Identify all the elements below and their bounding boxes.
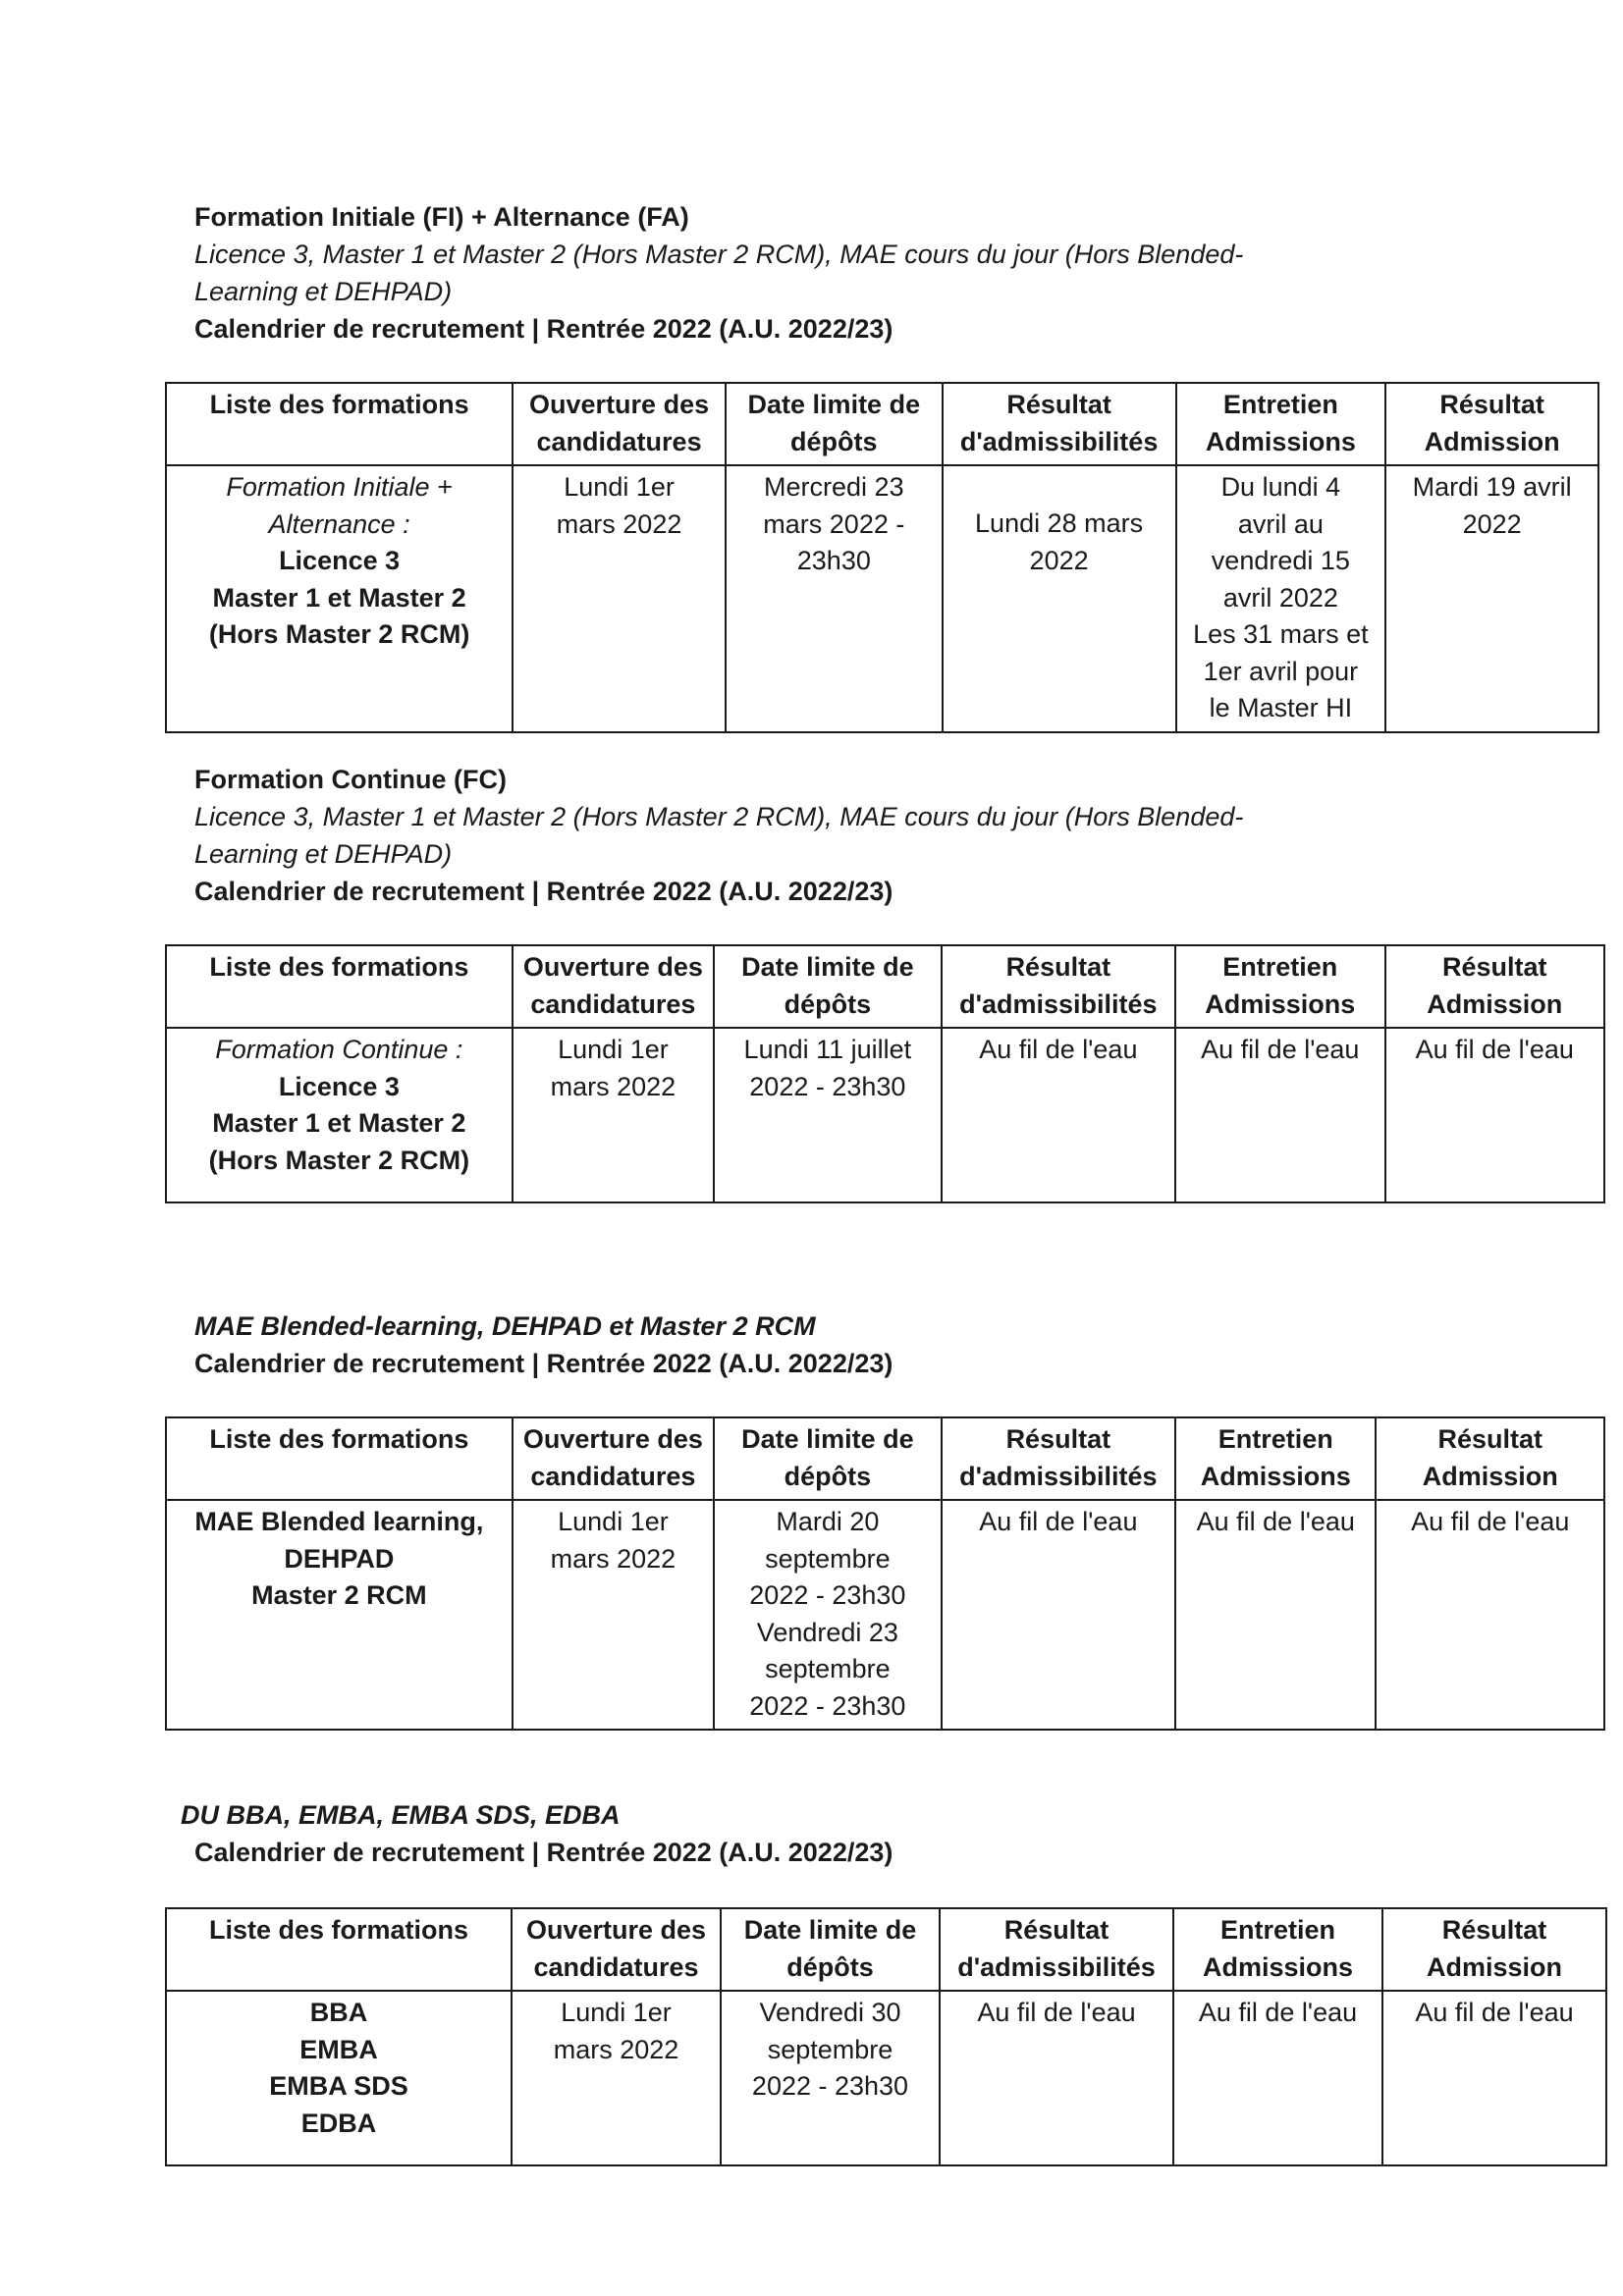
date-limite-line: septembre <box>765 1654 891 1683</box>
date-limite-line: Mardi 20 <box>776 1507 880 1536</box>
section-title: MAE Blended-learning, DEHPAD et Master 2 RCM <box>194 1311 816 1341</box>
admissibilites-line: Au fil de l'eau <box>979 1035 1138 1064</box>
entretien-line: Du lundi 4 <box>1220 472 1341 502</box>
cell-resultat <box>1382 1991 1606 2165</box>
cell-resultat <box>1385 465 1598 732</box>
section-subtitle-line: Licence 3, Master 1 et Master 2 (Hors Master 2 RCM), MAE cours du jour (Hors Blended- <box>194 802 1244 831</box>
table-header-row <box>166 383 1598 465</box>
resultat-line: Mardi 19 avril <box>1412 472 1572 502</box>
cell-entretien <box>1175 1028 1384 1202</box>
ouverture-line: Lundi 1er <box>558 1035 669 1064</box>
cell-formations <box>166 1500 513 1730</box>
header-date-limite: Date limite de dépôts <box>714 1417 941 1500</box>
recruitment-table-fc <box>165 944 1605 1203</box>
admissibilites-line: 2022 <box>1029 545 1089 575</box>
cell-ouverture <box>513 1500 714 1730</box>
cell-date-limite <box>726 465 943 732</box>
cell-admissibilites <box>942 1028 1175 1202</box>
cell-admissibilites <box>943 465 1176 732</box>
header-resultat: Résultat Admission <box>1382 1908 1606 1991</box>
table-row <box>166 465 1598 732</box>
section-title: Formation Continue (FC) <box>194 765 507 794</box>
header-resultat: Résultat Admission <box>1385 383 1598 465</box>
cell-formations <box>166 465 513 732</box>
date-limite-line: 2022 - 23h30 <box>749 1071 906 1101</box>
resultat-line: Au fil de l'eau <box>1415 1035 1574 1064</box>
formation-line: Master 1 et Master 2 <box>212 582 466 613</box>
header-formations: Liste des formations <box>166 945 513 1028</box>
header-resultat: Résultat Admission <box>1376 1417 1604 1500</box>
cell-admissibilites <box>942 1500 1175 1730</box>
ouverture-line: mars 2022 <box>556 508 682 539</box>
recruitment-table-fi-fa <box>165 382 1599 733</box>
section-du-heading <box>181 1796 893 1871</box>
table-row <box>166 1028 1604 1202</box>
section-title: DU BBA, EMBA, EMBA SDS, EDBA <box>181 1800 621 1830</box>
header-date-limite: Date limite de dépôts <box>721 1908 940 1991</box>
table-row <box>166 1991 1606 2165</box>
section-fc-heading <box>194 761 1243 910</box>
entretien-line: le Master HI <box>1209 693 1353 722</box>
entretien-line: avril au <box>1237 508 1324 539</box>
entretien-line: vendredi 15 <box>1211 546 1350 575</box>
admissibilites-line: Lundi 28 mars <box>975 508 1144 538</box>
section-fi-fa-heading <box>194 198 1243 347</box>
formation-line: EDBA <box>300 2108 377 2138</box>
formation-line: EMBA SDS <box>269 2071 408 2101</box>
formation-line: Master 1 et Master 2 <box>212 1108 466 1138</box>
cell-date-limite <box>721 1991 940 2165</box>
recruitment-table-mae <box>165 1416 1605 1731</box>
calendar-caption: Calendrier de recrutement | Rentrée 2022 (A.U. 2022/23) <box>194 1838 893 1867</box>
date-limite-line: 2022 - 23h30 <box>749 1580 906 1610</box>
header-formations: Liste des formations <box>166 383 513 465</box>
date-limite-line: Mercredi 23 <box>764 472 904 502</box>
cell-formations <box>166 1028 513 1202</box>
cell-admissibilites <box>940 1991 1173 2165</box>
header-ouverture: Ouverture des candidatures <box>513 945 714 1028</box>
entretien-line: 1er avril pour <box>1203 656 1359 686</box>
formation-line: BBA <box>309 1998 368 2027</box>
cell-entretien <box>1176 465 1386 732</box>
table-header-row <box>166 945 1604 1028</box>
header-ouverture: Ouverture des candidatures <box>512 1908 721 1991</box>
date-limite-line: 23h30 <box>796 546 871 575</box>
header-entretien: Entretien Admissions <box>1175 1417 1376 1500</box>
header-date-limite: Date limite de dépôts <box>714 945 941 1028</box>
date-limite-line: 2022 - 23h30 <box>751 2071 909 2101</box>
admissibilites-line: Au fil de l'eau <box>979 1507 1138 1536</box>
header-admissibilites: Résultat d'admissibilités <box>943 383 1176 465</box>
cell-ouverture <box>513 1028 714 1202</box>
header-admissibilites: Résultat d'admissibilités <box>942 945 1175 1028</box>
formation-line: EMBA <box>299 2034 378 2064</box>
cell-formations <box>166 1991 512 2165</box>
table-header-row <box>166 1908 1606 1991</box>
admissibilites-line: Au fil de l'eau <box>977 1998 1136 2027</box>
date-limite-line: Vendredi 30 <box>759 1998 901 2027</box>
ouverture-line: Lundi 1er <box>558 1507 669 1536</box>
entretien-line: Au fil de l'eau <box>1196 1507 1355 1536</box>
cell-date-limite <box>714 1028 941 1202</box>
formation-line: Licence 3 <box>279 546 401 575</box>
formation-line: Formation Initiale + <box>226 472 453 502</box>
formation-line: Master 2 RCM <box>251 1580 427 1610</box>
date-limite-line: mars 2022 - <box>763 508 905 539</box>
header-resultat: Résultat Admission <box>1385 945 1605 1028</box>
header-admissibilites: Résultat d'admissibilités <box>940 1908 1173 1991</box>
ouverture-line: mars 2022 <box>550 1543 676 1574</box>
section-subtitle-line: Learning et DEHPAD) <box>194 839 453 869</box>
entretien-line: avril 2022 <box>1222 582 1338 613</box>
header-ouverture: Ouverture des candidatures <box>513 383 726 465</box>
cell-entretien <box>1175 1500 1376 1730</box>
formation-line: DEHPAD <box>284 1543 395 1574</box>
header-entretien: Entretien Admissions <box>1175 945 1384 1028</box>
calendar-caption: Calendrier de recrutement | Rentrée 2022 (A.U. 2022/23) <box>194 877 893 906</box>
cell-ouverture <box>513 465 726 732</box>
date-limite-line: septembre <box>767 2034 893 2064</box>
entretien-line: Les 31 mars et <box>1193 619 1369 649</box>
header-formations: Liste des formations <box>166 1908 512 1991</box>
formation-line: (Hors Master 2 RCM) <box>208 619 470 649</box>
entretien-line: Au fil de l'eau <box>1198 1998 1358 2027</box>
resultat-line: Au fil de l'eau <box>1411 1507 1570 1536</box>
cell-entretien <box>1173 1991 1382 2165</box>
header-entretien: Entretien Admissions <box>1176 383 1386 465</box>
date-limite-line: Vendredi 23 <box>756 1617 898 1647</box>
table-row <box>166 1500 1604 1730</box>
header-admissibilites: Résultat d'admissibilités <box>942 1417 1175 1500</box>
cell-resultat <box>1385 1028 1605 1202</box>
cell-ouverture <box>512 1991 721 2165</box>
ouverture-line: Lundi 1er <box>564 472 675 502</box>
date-limite-line: 2022 - 23h30 <box>749 1690 906 1721</box>
ouverture-line: mars 2022 <box>550 1071 676 1101</box>
header-date-limite: Date limite de dépôts <box>726 383 943 465</box>
section-mae-heading <box>194 1308 893 1382</box>
formation-line: (Hors Master 2 RCM) <box>208 1145 470 1175</box>
header-formations: Liste des formations <box>166 1417 513 1500</box>
header-entretien: Entretien Admissions <box>1173 1908 1382 1991</box>
formation-line: MAE Blended learning, <box>194 1507 484 1536</box>
ouverture-line: mars 2022 <box>553 2034 679 2064</box>
formation-line: Alternance : <box>268 508 410 539</box>
recruitment-table-du <box>165 1907 1607 2166</box>
section-subtitle-line: Learning et DEHPAD) <box>194 277 453 306</box>
resultat-line: 2022 <box>1462 508 1522 539</box>
table-header-row <box>166 1417 1604 1500</box>
calendar-caption: Calendrier de recrutement | Rentrée 2022 (A.U. 2022/23) <box>194 314 893 344</box>
ouverture-line: Lundi 1er <box>561 1998 672 2027</box>
date-limite-line: Lundi 11 juillet <box>743 1035 912 1064</box>
section-title: Formation Initiale (FI) + Alternance (FA) <box>194 202 689 232</box>
formation-line: Formation Continue : <box>215 1035 463 1064</box>
header-ouverture: Ouverture des candidatures <box>513 1417 714 1500</box>
entretien-line: Au fil de l'eau <box>1201 1035 1360 1064</box>
formation-line: Licence 3 <box>278 1071 400 1101</box>
cell-date-limite <box>714 1500 941 1730</box>
date-limite-line: septembre <box>765 1543 891 1574</box>
calendar-caption: Calendrier de recrutement | Rentrée 2022 (A.U. 2022/23) <box>194 1349 893 1378</box>
section-subtitle-line: Licence 3, Master 1 et Master 2 (Hors Master 2 RCM), MAE cours du jour (Hors Blended- <box>194 240 1244 269</box>
resultat-line: Au fil de l'eau <box>1415 1998 1574 2027</box>
cell-resultat <box>1376 1500 1604 1730</box>
